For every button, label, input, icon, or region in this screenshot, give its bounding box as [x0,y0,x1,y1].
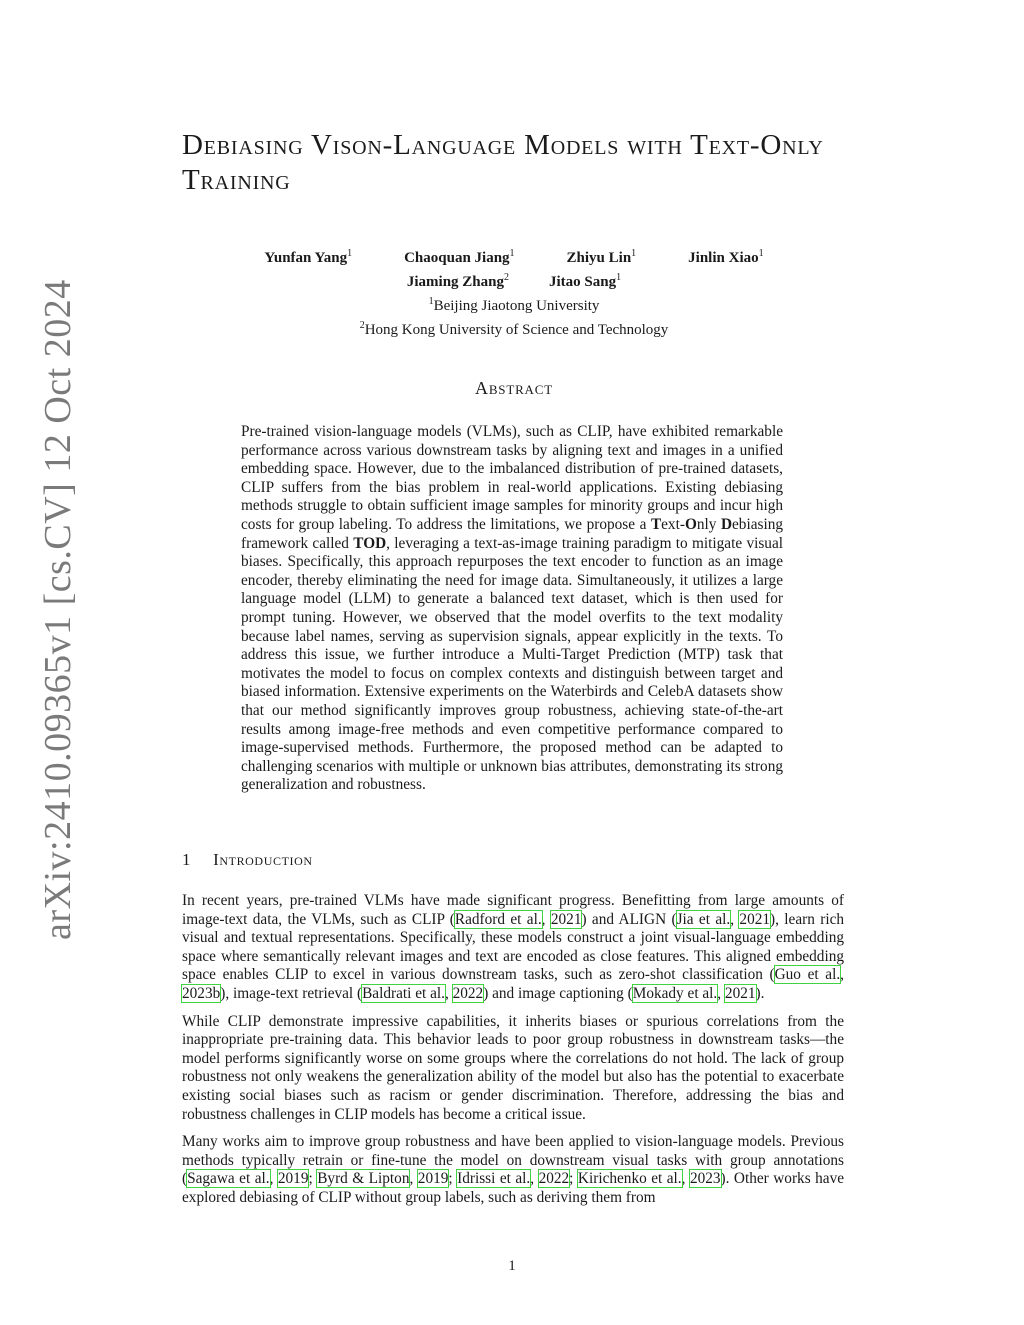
citation-link[interactable]: Jia et al. [676,910,731,928]
citation-link[interactable]: 2023 [689,1170,721,1188]
introduction-body [182,892,844,1217]
author: Jiaming Zhang$^2$ [406,272,509,290]
citation-link[interactable]: Sagawa et al. [187,1170,270,1188]
paragraph: Many works aim to improve group robustness and have been applied to vision-language models. Previous methods typically retrain or fine-tune the model on downstream visual tasks with group annotations (Sagawa et al., 2019; Byrd & Lipton, 2019; Idrissi et al., 2022; Kirichenko et al., 2023). Other works have explored debiasing of CLIP without group labels, such as deriving them from [182,1133,845,1206]
citation-link[interactable]: 2019 [417,1170,449,1188]
paper-title: Debiasing Vison-Language Models with Text-Only Training [182,129,824,196]
citation-link[interactable]: Baldrati et al. [362,984,445,1002]
section-heading-introduction: 1 Introduction [182,850,313,869]
affiliation-1: $^1$Beijing Jiaotong University [428,296,600,314]
author: Jitao Sang$^1$ [549,272,622,290]
paragraph: In recent years, pre-trained VLMs have made significant progress. Benefitting from large amounts of image-text data, the VLMs, such as CLIP (Radford et al., 2021) and ALIGN (Jia et al., 2021), learn rich visual and textual representations. Specifically, these models construct a joint visual-language embedding space where semantically relevant images and text are encoded as close features. This aligned embedding space enables CLIP to excel in various downstream tasks, such as zero-shot classification (Guo et al., 2023b), image-text retrieval (Baldrati et al., 2022) and image captioning (Mokady et al., 2021). [182,892,845,1002]
arxiv-identifier-stamp: arXiv:2410.09365v1 [cs.CV] 12 Oct 2024 [37,279,79,940]
citation-link[interactable]: 2021 [550,910,582,928]
abstract-heading: Abstract [475,378,553,398]
abstract-text: Pre-trained vision-language models (VLMs), such as CLIP, have exhibited remarkable performance across various downstream tasks by aligning text and images in a unified embedding space. However, due to the imbalanced distribution of pre-trained datasets, CLIP suffers from the bias problem in real-world applications. Existing debiasing methods struggle to obtain sufficient image samples for minority groups and incur high costs for group labeling. To address the limitations, we propose a Text-Only Debiasing framework called TOD, leveraging a text-as-image training paradigm to mitigate visual biases. Specifically, this approach repurposes the text encoder to function as an image encoder, thereby eliminating the need for image data. Simultaneously, it utilizes a large language model (LLM) to generate a balanced text dataset, which is then used for prompt tuning. However, we observed that the model overfits to the text modality because label names, serving as supervision signals, appear explicitly in the texts. To address this issue, we further introduce a Multi-Target Prediction (MTP) task that motivates the model to focus on complex contexts and distinguish between target and biased information. Extensive experiments on the Waterbirds and CelebA datasets show that our method significantly improves group robustness, achieving state-of-the-art results among image-free methods and even competitive performance compared to image-supervised methods. Furthermore, the proposed method can be adapted to challenging scenarios with multiple or unknown bias attributes, demonstrating its strong generalization and robustness. [241,423,783,794]
author: Zhiyu Lin$^1$ [566,248,637,266]
citation-link[interactable]: Kirichenko et al. [577,1170,682,1188]
page-number: 1 [508,1258,516,1274]
citation-link[interactable]: Mokady et al. [632,984,718,1002]
citation-link[interactable]: 2023b [182,984,221,1002]
author-row-1 [182,244,846,268]
citation-link[interactable]: 2021 [724,984,756,1002]
author: Chaoquan Jiang$^1$ [404,248,515,266]
citation-link[interactable]: 2019 [277,1170,309,1188]
citation-link[interactable]: Idrissi et al. [457,1170,531,1188]
paragraph: While CLIP demonstrate impressive capabilities, it inherits biases or spurious correlations from the inappropriate pre-training data. This behavior leads to poor group robustness in downstream tasks—the model performs significantly worse on some groups where the correlations do not hold. The lack of group robustness not only weakens the generalization ability of the model but also has the potential to exacerbate existing social biases such as racism or gender discrimination. Therefore, addressing the bias and robustness challenges in CLIP models has become a critical issue. [182,1012,844,1123]
citation-link[interactable]: 2022 [538,1170,570,1188]
citation-link[interactable]: 2022 [452,984,484,1002]
citation-link[interactable]: 2021 [739,910,771,928]
author: Yunfan Yang$^1$ [264,248,353,266]
citation-link[interactable]: Radford et al. [454,910,542,928]
author-row-2 [182,268,846,292]
citation-link[interactable]: Guo et al. [774,966,841,984]
citation-link[interactable]: Byrd & Lipton [317,1170,410,1188]
affiliation-2: $^2$Hong Kong University of Science and Technology [359,320,669,338]
author: Jinlin Xiao$^1$ [688,248,764,266]
author-block [182,244,846,340]
